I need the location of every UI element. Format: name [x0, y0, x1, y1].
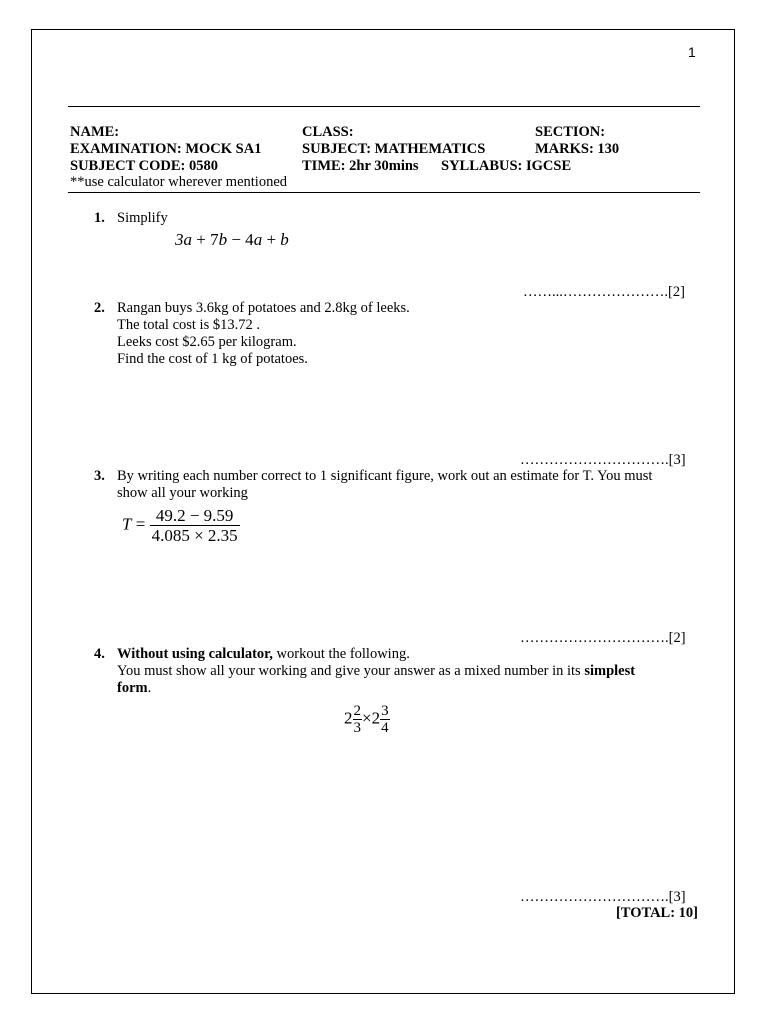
- question-2-line-3: Leeks cost $2.65 per kilogram.: [117, 334, 297, 350]
- question-4-line-3-bold: form: [117, 680, 148, 696]
- question-4-line-3: [117, 680, 151, 697]
- question-4-expression: [344, 703, 390, 736]
- question-4-line-2: [117, 663, 635, 680]
- question-1-answer-line[interactable]: ……...………………….[2]: [523, 284, 685, 300]
- question-4-line-2-bold: simplest: [584, 663, 636, 679]
- calculator-note: **use calculator wherever mentioned: [70, 174, 288, 190]
- class-label: CLASS:: [302, 124, 354, 140]
- mixed-b-fraction: $\frac{3}{4}$: [381, 703, 389, 736]
- question-3-answer-line[interactable]: ………………………….[2]: [520, 630, 686, 646]
- subject-code-label: SUBJECT CODE: 0580: [70, 158, 218, 174]
- question-1-number: 1.: [94, 210, 105, 226]
- total-marks: [TOTAL: 10]: [615, 905, 698, 921]
- question-4-line-1-rest: workout the following.: [272, 646, 410, 662]
- name-label: NAME:: [70, 124, 120, 140]
- question-2-line-2: The total cost is $13.72 .: [117, 317, 260, 333]
- question-2-answer-line[interactable]: ………………………….[3]: [520, 452, 686, 468]
- header-top-rule: [68, 106, 700, 107]
- question-4-line-3-rest: .: [147, 680, 152, 696]
- subject-label: SUBJECT: MATHEMATICS: [302, 141, 486, 157]
- question-2-number: 2.: [94, 300, 105, 316]
- question-1-expression: 3a + 7b − 4a + b: [175, 230, 289, 249]
- mixed-a-whole: 2: [344, 708, 353, 728]
- header-bottom-rule: [68, 192, 700, 193]
- question-4-line-2-start: You must show all your working and give your answer as a mixed number in its: [117, 663, 585, 679]
- question-3-line-2: show all your working: [117, 485, 248, 501]
- page-number: 1: [688, 44, 696, 60]
- question-4-bold-lead: Without using calculator,: [117, 646, 273, 662]
- mixed-a-fraction: $\frac{2}{3}$: [353, 703, 361, 736]
- question-3-formula: T = $\frac{49.2 - 9.59}{4.085 \times 2.35}$: [122, 506, 238, 545]
- question-3-line-1: By writing each number correct to 1 significant figure, work out an estimate for T. You must: [117, 468, 653, 484]
- question-2-line-4: Find the cost of 1 kg of potatoes.: [117, 351, 308, 367]
- question-3-fraction: $\frac{49.2 - 9.59}{4.085 \times 2.35}$: [151, 506, 238, 545]
- question-4-answer-line[interactable]: ………………………….[3]: [520, 889, 686, 905]
- question-2-line-1: Rangan buys 3.6kg of potatoes and 2.8kg of leeks.: [117, 300, 410, 316]
- section-label: SECTION:: [535, 124, 606, 140]
- question-1-text: Simplify: [117, 210, 168, 226]
- multiply-operator: ×: [362, 708, 372, 728]
- examination-label: EXAMINATION: MOCK SA1: [70, 141, 262, 157]
- question-4-number: 4.: [94, 646, 105, 662]
- question-3-number: 3.: [94, 468, 105, 484]
- mixed-b-whole: 2: [371, 708, 381, 728]
- syllabus-label: SYLLABUS: IGCSE: [441, 158, 572, 174]
- marks-label: MARKS: 130: [535, 141, 620, 157]
- question-4-line-1: [117, 646, 410, 663]
- time-label: TIME: 2hr 30mins: [302, 158, 419, 174]
